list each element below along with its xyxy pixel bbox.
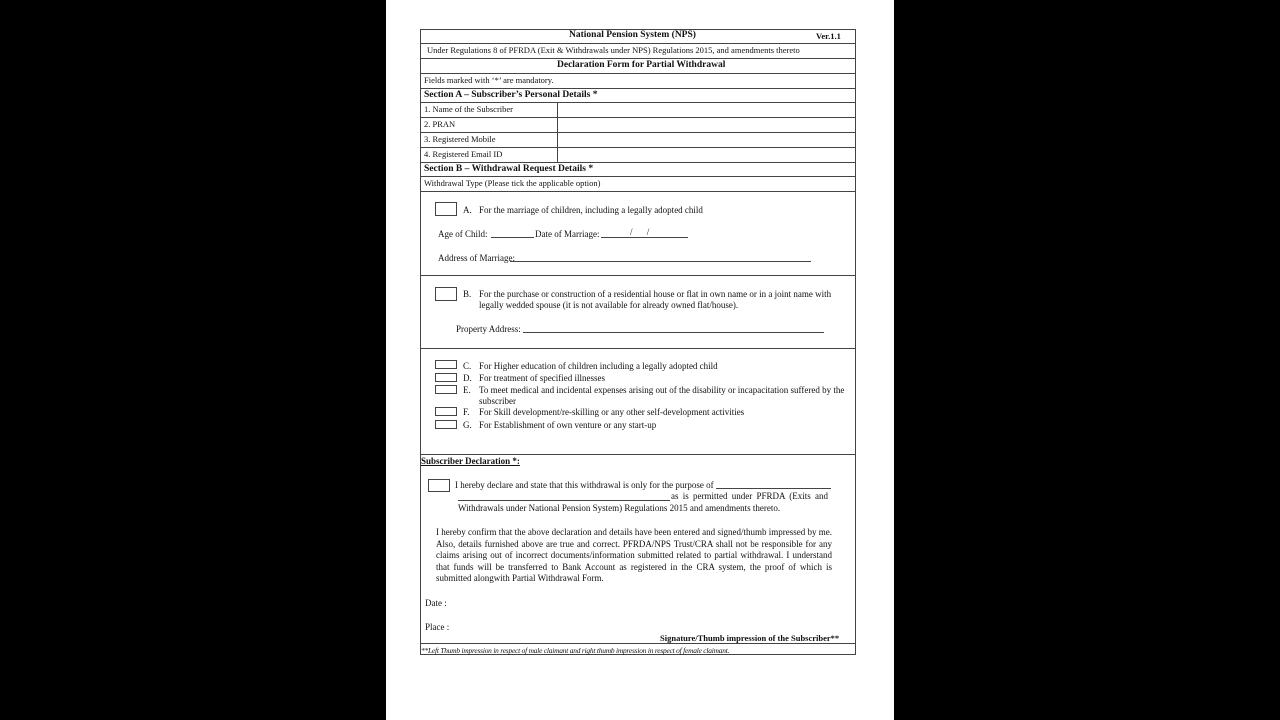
option-b-text-line1: For the purchase or construction of a residential house or flat in own name or in a joint name with <box>479 289 832 299</box>
field-label-name: 1. Name of the Subscriber <box>424 104 513 114</box>
regulation-text: Under Regulations 8 of PFRDA (Exit & Withdrawals under NPS) Regulations 2015, and amendments thereto <box>427 45 800 55</box>
purpose-input[interactable] <box>716 488 831 489</box>
declaration-checkbox[interactable] <box>428 479 450 492</box>
version-label: Ver.1.1 <box>816 31 841 41</box>
option-f-checkbox[interactable] <box>435 407 457 416</box>
divider <box>420 275 856 276</box>
option-g-text: For Establishment of own venture or any start-up <box>479 420 657 430</box>
option-e-checkbox[interactable] <box>435 385 457 394</box>
option-e-letter: E. <box>463 385 471 395</box>
option-a-checkbox[interactable] <box>435 202 457 216</box>
option-d-checkbox[interactable] <box>435 373 457 382</box>
age-of-child-label: Age of Child: <box>438 229 488 239</box>
property-address-label: Property Address: <box>456 324 521 334</box>
signature-label: Signature/Thumb impression of the Subscriber** <box>660 633 840 643</box>
place-input[interactable] <box>452 620 572 634</box>
age-of-child-input[interactable] <box>491 237 534 238</box>
mandatory-note: Fields marked with ‘*’ are mandatory. <box>424 75 554 85</box>
divider <box>420 73 856 74</box>
property-address-input[interactable] <box>523 332 824 333</box>
place-label: Place : <box>425 622 450 632</box>
date-input[interactable] <box>450 596 570 610</box>
thumb-impression-footnote: **Left Thumb impression in respect of male claimant and right thumb impression in respect of female claimant. <box>421 646 730 655</box>
email-input[interactable] <box>558 148 855 162</box>
divider <box>420 191 856 192</box>
field-label-email: 4. Registered Email ID <box>424 149 503 159</box>
withdrawal-type-label: Withdrawal Type (Please tick the applicable option) <box>424 178 601 188</box>
option-e-text-line2: subscriber <box>479 396 516 406</box>
divider <box>420 88 856 89</box>
declaration-line1: I hereby declare and state that this withdrawal is only for the purpose of <box>455 480 714 490</box>
date-label: Date : <box>425 598 447 608</box>
option-b-checkbox[interactable] <box>435 287 457 301</box>
option-b-text-line2: legally wedded spouse (it is not available for already owned flat/house). <box>479 300 739 310</box>
declaration-title: Subscriber Declaration *: <box>421 456 520 466</box>
mobile-input[interactable] <box>558 133 855 147</box>
divider <box>420 162 856 163</box>
divider <box>420 643 856 644</box>
address-of-marriage-input[interactable] <box>510 261 811 262</box>
divider <box>420 176 856 177</box>
option-c-checkbox[interactable] <box>435 360 457 369</box>
pran-input[interactable] <box>558 118 855 132</box>
option-g-letter: G. <box>463 420 472 430</box>
option-e-text: To meet medical and incidental expenses arising out of the disability or incapacitation suffered by the <box>479 385 845 395</box>
option-d-text: For treatment of specified illnesses <box>479 373 605 383</box>
address-of-marriage-label: Address of Marriage: <box>438 253 515 263</box>
divider <box>420 454 856 455</box>
declaration-line2: as is permitted under PFRDA (Exits and <box>671 491 828 501</box>
option-b-letter: B. <box>463 289 472 299</box>
option-a-letter: A. <box>463 205 472 215</box>
divider <box>420 348 856 349</box>
field-label-mobile: 3. Registered Mobile <box>424 134 496 144</box>
field-label-pran: 2. PRAN <box>424 119 456 129</box>
date-separators: / / <box>630 227 650 237</box>
form-header-title: National Pension System (NPS) <box>569 30 696 40</box>
section-a-title: Section A – Subscriber’s Personal Details * <box>424 90 598 100</box>
date-of-marriage-label: Date of Marriage: <box>535 229 600 239</box>
confirmation-paragraph: I hereby confirm that the above declaration and details have been entered and signed/thumb impressed by me. Also, details furnished above are true and correct. PFRDA/NPS Trust/CRA shall not be responsible for any claims arising out of incorrect documents/information submitted related to partial withdrawal. I understand that funds will be transferred to Bank Account as registered in the CRA system, the proof of which is submitted alongwith Partial Withdrawal Form. <box>436 527 832 584</box>
section-b-title: Section B – Withdrawal Request Details * <box>424 164 594 174</box>
option-d-letter: D. <box>463 373 472 383</box>
divider <box>420 43 856 44</box>
option-c-text: For Higher education of children including a legally adopted child <box>479 361 718 371</box>
option-g-checkbox[interactable] <box>435 420 457 429</box>
name-input[interactable] <box>558 103 855 117</box>
declaration-line3: Withdrawals under National Pension System) Regulations 2015 and amendments thereto. <box>458 503 781 513</box>
purpose-input-continued[interactable] <box>458 500 670 501</box>
option-a-text: For the marriage of children, including a legally adopted child <box>479 205 703 215</box>
option-c-letter: C. <box>463 361 472 371</box>
option-f-letter: F. <box>463 407 470 417</box>
option-f-text: For Skill development/re-skilling or any other self-development activities <box>479 407 745 417</box>
form-title: Declaration Form for Partial Withdrawal <box>557 60 726 70</box>
divider <box>420 58 856 59</box>
